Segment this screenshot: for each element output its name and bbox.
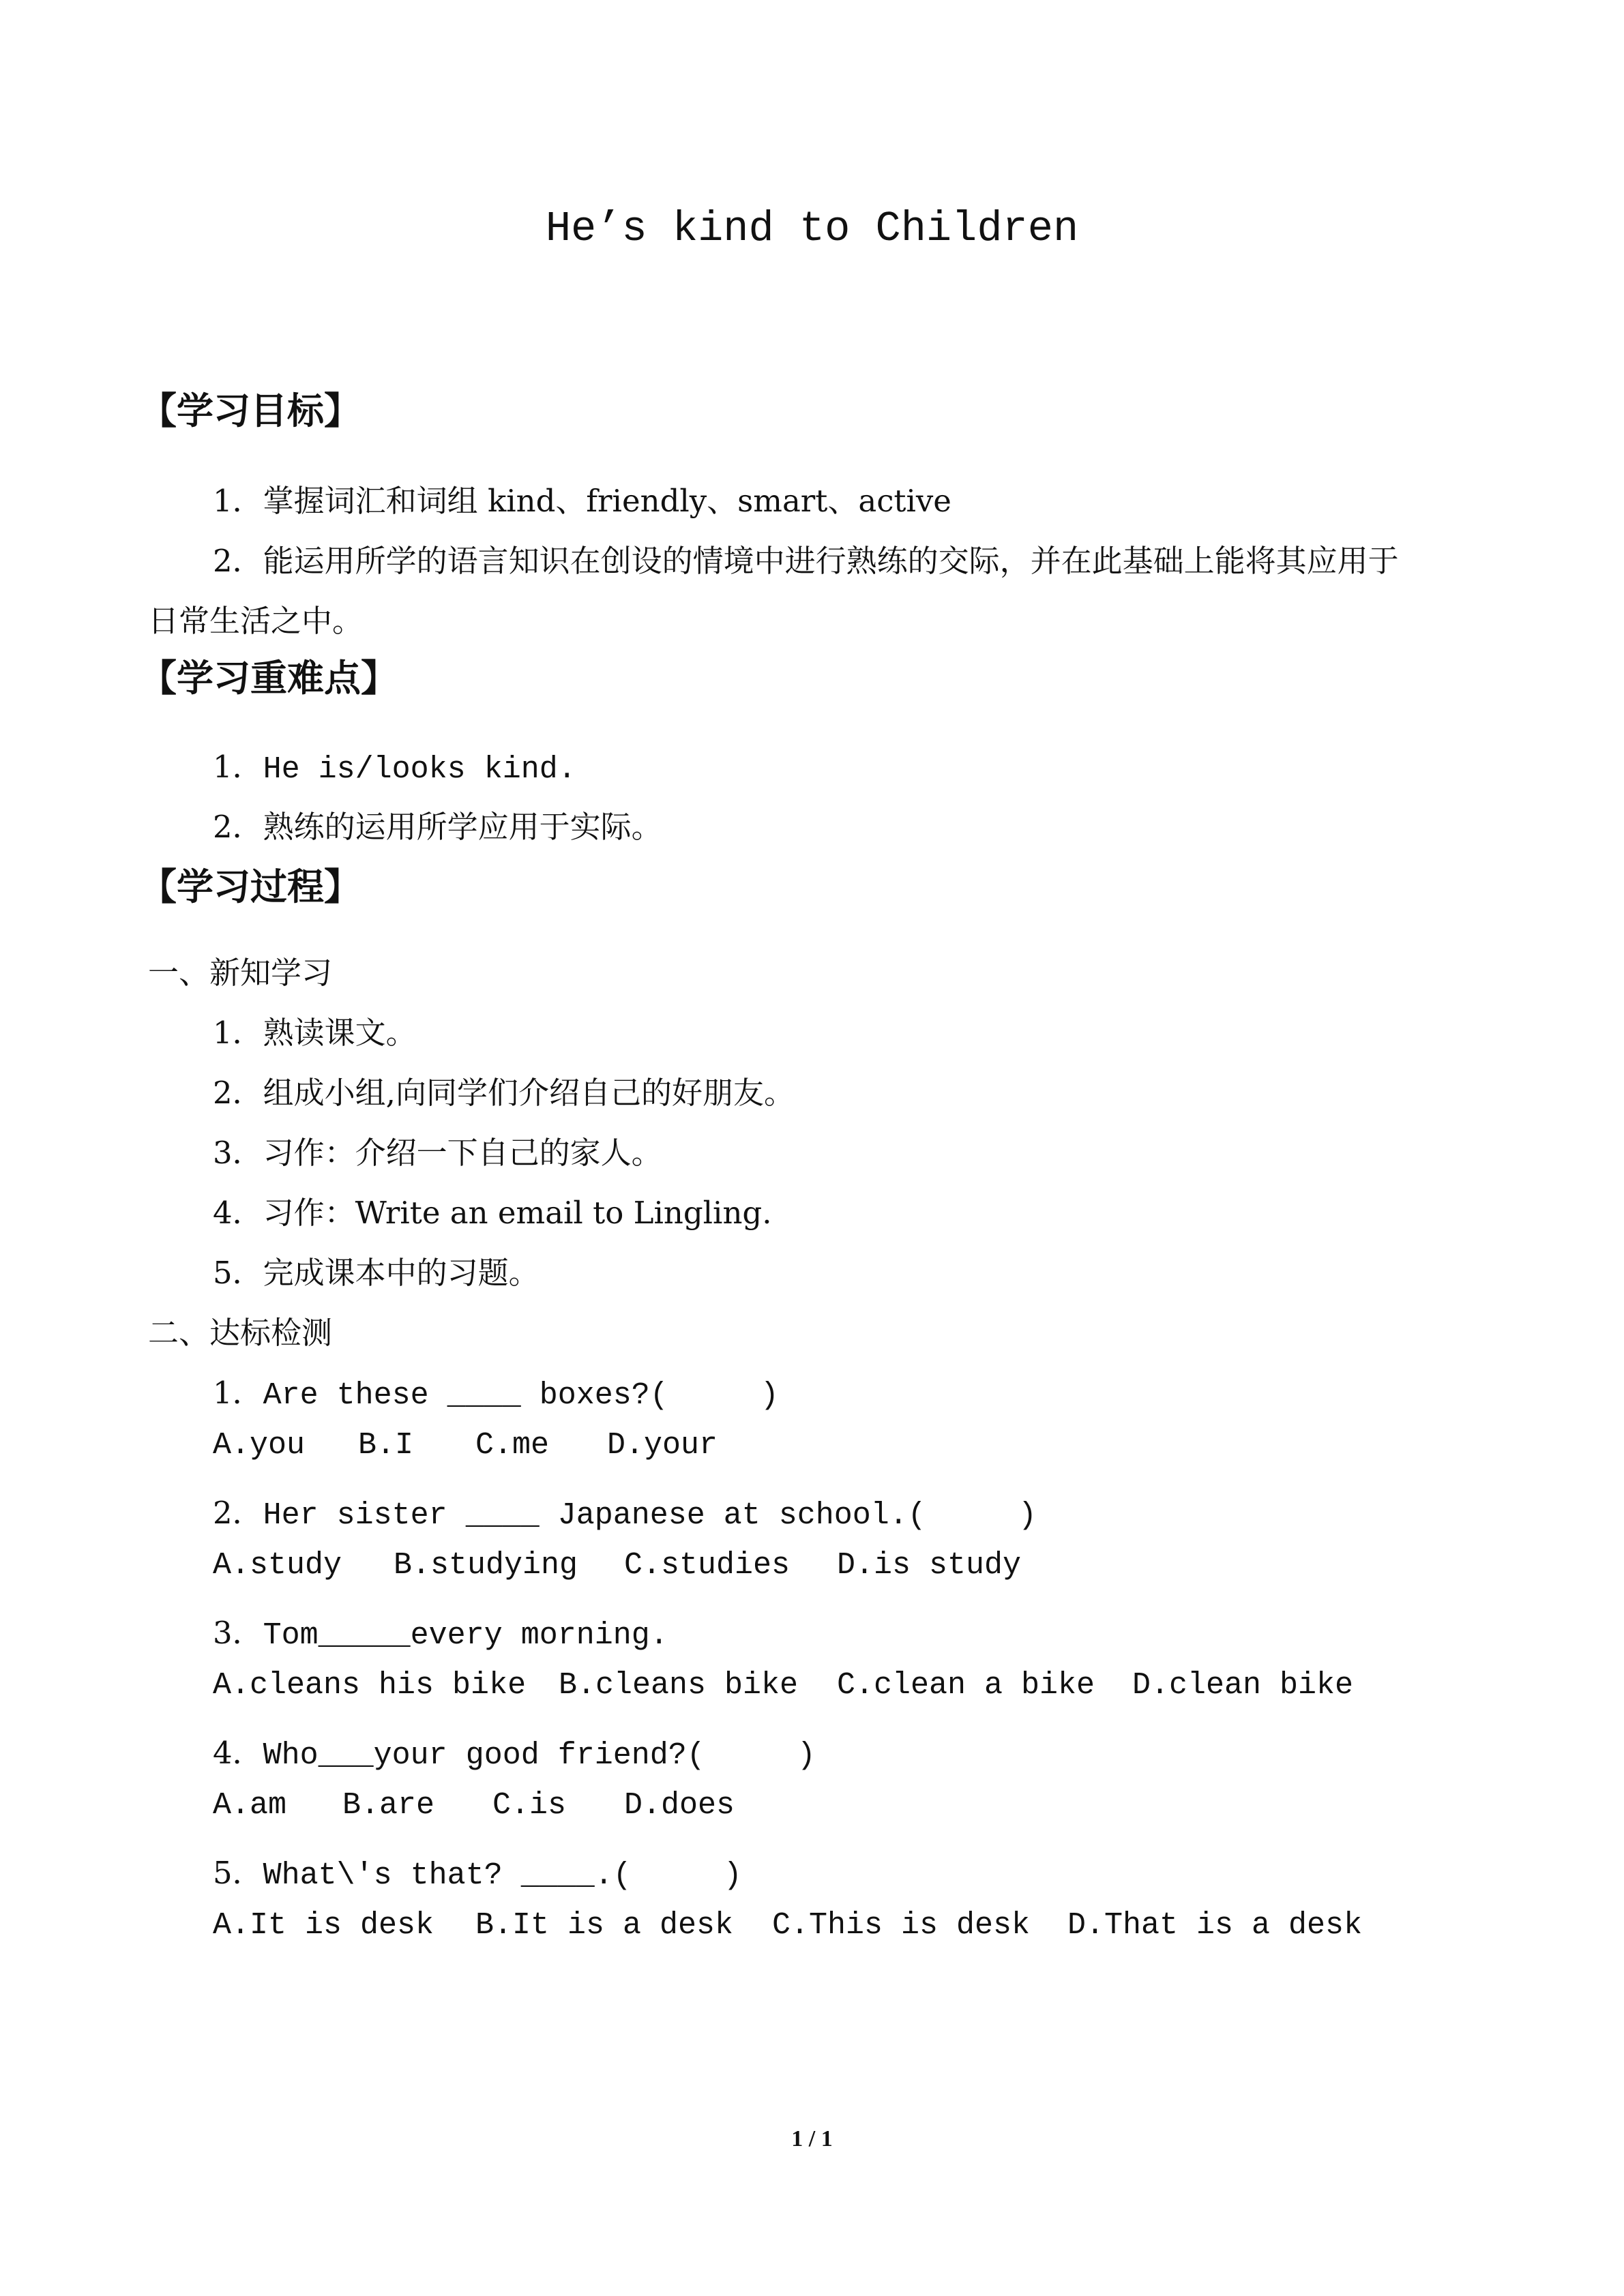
item-text: 掌握词汇和词组 kind、friendly、smart、active	[263, 483, 951, 519]
question-5	[213, 1848, 742, 1893]
option-a: A.cleans his bike	[213, 1668, 527, 1703]
option-c: C.me	[475, 1428, 550, 1463]
item-text: 完成课本中的习题。	[263, 1255, 540, 1291]
option-b: B.are	[342, 1788, 435, 1823]
part-title-assessment: 二、达标检测	[148, 1315, 333, 1351]
item-number: 2．	[213, 1075, 263, 1111]
option-c: C.This is desk	[772, 1908, 1031, 1943]
question-1	[213, 1368, 779, 1413]
question-2-options	[213, 1548, 1022, 1589]
item-number: 3．	[213, 1135, 263, 1171]
list-item	[213, 1008, 417, 1052]
objective-item-2-continued: 日常生活之中。	[148, 603, 364, 639]
item-text: 熟读课文。	[263, 1015, 417, 1051]
item-number: 5．	[213, 1255, 263, 1291]
question-text: Are these ____ boxes?( )	[263, 1378, 779, 1413]
page-title: He’s kind to Children	[545, 205, 1079, 253]
option-c: C.clean a bike	[837, 1668, 1095, 1703]
item-number: 2．	[213, 809, 263, 845]
list-item	[213, 1128, 662, 1172]
option-a: A.It is desk	[213, 1908, 434, 1943]
part-title-new-knowledge: 一、新知学习	[148, 955, 333, 991]
question-text: Her sister ____ Japanese at school.( )	[263, 1498, 1037, 1533]
question-number: 1．	[213, 1375, 263, 1411]
option-b: B.studying	[394, 1548, 578, 1583]
question-5-options	[213, 1908, 1363, 1949]
question-number: 2．	[213, 1495, 263, 1531]
item-text: 习作：Write an email to Lingling.	[263, 1195, 772, 1231]
question-3	[213, 1608, 668, 1653]
question-2	[213, 1488, 1037, 1533]
option-a: A.am	[213, 1788, 287, 1823]
option-c: C.is	[492, 1788, 567, 1823]
question-4	[213, 1728, 816, 1773]
item-text: He is/looks kind.	[263, 752, 576, 787]
section-heading-process: 【学习过程】	[140, 865, 361, 908]
item-text: 习作：介绍一下自己的家人。	[263, 1135, 662, 1171]
question-4-options	[213, 1788, 735, 1829]
item-number: 2．	[213, 543, 263, 579]
question-3-options	[213, 1668, 1354, 1709]
option-c: C.studies	[624, 1548, 791, 1583]
option-b: B.I	[358, 1428, 414, 1463]
item-number: 1．	[213, 483, 263, 519]
list-item	[213, 1068, 795, 1112]
page-number: 1 / 1	[791, 2126, 833, 2151]
question-text: Who___your good friend?( )	[263, 1738, 816, 1773]
question-number: 5．	[213, 1855, 263, 1891]
section-heading-objectives: 【学习目标】	[140, 389, 361, 432]
question-text: What\'s that? ____.( )	[263, 1858, 742, 1893]
item-text: 熟练的运用所学应用于实际。	[263, 809, 662, 845]
key-point-item-1	[213, 742, 576, 787]
option-d: D.your	[607, 1428, 718, 1463]
section-heading-key-points: 【学习重难点】	[140, 657, 398, 700]
objective-item-1	[213, 476, 951, 520]
item-text: 能运用所学的语言知识在创设的情境中进行熟练的交际，并在此基础上能将其应用于	[263, 543, 1399, 579]
question-number: 4．	[213, 1735, 263, 1771]
question-number: 3．	[213, 1615, 263, 1651]
option-d: D.That is a desk	[1067, 1908, 1363, 1943]
list-item	[213, 1188, 772, 1232]
option-a: A.study	[213, 1548, 342, 1583]
item-number: 1．	[213, 749, 263, 785]
option-d: D.clean bike	[1132, 1668, 1354, 1703]
question-text: Tom_____every morning.	[263, 1618, 668, 1653]
option-b: B.It is a desk	[475, 1908, 734, 1943]
key-point-item-2	[213, 802, 662, 846]
option-d: D.is study	[837, 1548, 1022, 1583]
question-1-options	[213, 1428, 718, 1469]
option-d: D.does	[624, 1788, 735, 1823]
item-number: 1．	[213, 1015, 263, 1051]
option-b: B.cleans bike	[559, 1668, 799, 1703]
option-a: A.you	[213, 1428, 306, 1463]
item-number: 4．	[213, 1195, 263, 1231]
item-text: 组成小组,向同学们介绍自己的好朋友。	[263, 1075, 795, 1111]
objective-item-2	[213, 536, 1399, 580]
list-item	[213, 1248, 540, 1292]
